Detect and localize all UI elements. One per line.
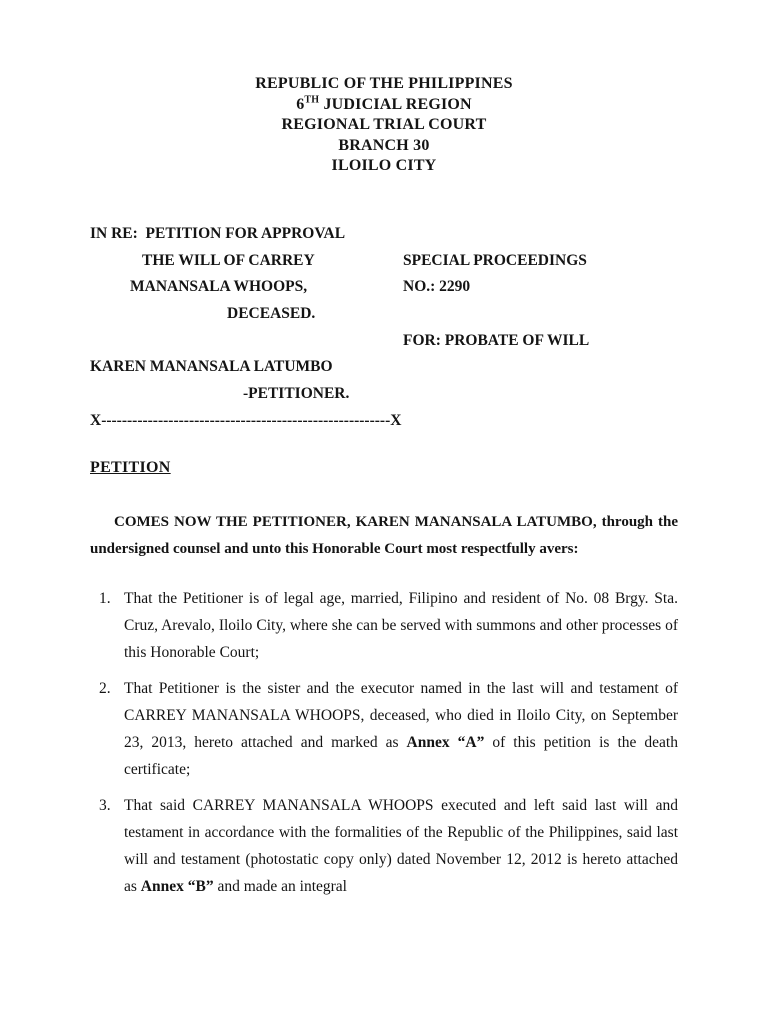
petition-item	[90, 585, 678, 666]
item-number: 3.	[99, 797, 111, 815]
special-proceedings-label: SPECIAL PROCEEDINGS	[403, 251, 587, 269]
item-text: That the Petitioner is of legal age, married, Filipino and resident of No. 08 Brgy. Sta. Cruz, Arevalo, Iloilo City, where she can be served with summons and other processes of this Honorable Court;	[124, 590, 678, 662]
court-letterhead	[90, 74, 678, 177]
item-number: 2.	[99, 680, 111, 698]
petition-heading-text: PETITION	[90, 459, 171, 477]
item-number: 1.	[99, 590, 111, 608]
case-caption	[90, 221, 678, 435]
ordinal-superscript: TH	[304, 94, 320, 106]
item-text: That Petitioner is the sister and the executor named in the last will and testament of CARREY MANANSALA WHOOPS, deceased, who died in Iloilo City, on September 23, 2013, hereto attached and marked as Annex “A” of this petition is the death certificate;	[124, 680, 678, 779]
intro-paragraph: COMES NOW THE PETITIONER, KAREN MANANSALA LATUMBO, through the undersigned counsel and unto this Honorable Court most respectfully avers:	[90, 514, 678, 558]
caption-in-re: IN RE: PETITION FOR APPROVAL	[90, 224, 346, 242]
caption-decedent-name: MANANSALA WHOOPS,	[130, 278, 308, 296]
caption-separator-line: X--------------------------------------------------------X	[90, 411, 402, 429]
petition-heading	[90, 459, 678, 477]
case-number-spacer	[403, 301, 589, 328]
caption-spacer-row	[90, 328, 678, 355]
letterhead-branch: BRANCH 30	[338, 136, 430, 154]
caption-will-of: THE WILL OF CARREY	[142, 251, 315, 269]
letterhead-court: REGIONAL TRIAL COURT	[281, 116, 487, 134]
case-subject: FOR: PROBATE OF WILL	[403, 331, 590, 349]
caption-petitioner-label: -PETITIONER.	[243, 385, 350, 403]
item-text: That said CARREY MANANSALA WHOOPS executed and left said last will and testament in accordance with the formalities of the Republic of the Philippines, said last will and testament (photostatic copy only) dated November 12, 2012 is hereto attached as Annex “B” and made an integral	[124, 797, 678, 896]
caption-petitioner-name: KAREN MANANSALA LATUMBO	[90, 358, 333, 376]
caption-deceased: DECEASED.	[227, 305, 316, 323]
case-number: NO.: 2290	[403, 278, 471, 296]
averments-list	[90, 585, 678, 900]
petition-item	[90, 792, 678, 900]
case-number-block	[403, 248, 589, 355]
letterhead-republic: REPUBLIC OF THE PHILIPPINES	[255, 75, 513, 92]
letterhead-city: ILOILO CITY	[331, 157, 437, 175]
letterhead-judicial-region: 6TH JUDICIAL REGION	[296, 94, 472, 113]
petition-item	[90, 675, 678, 783]
